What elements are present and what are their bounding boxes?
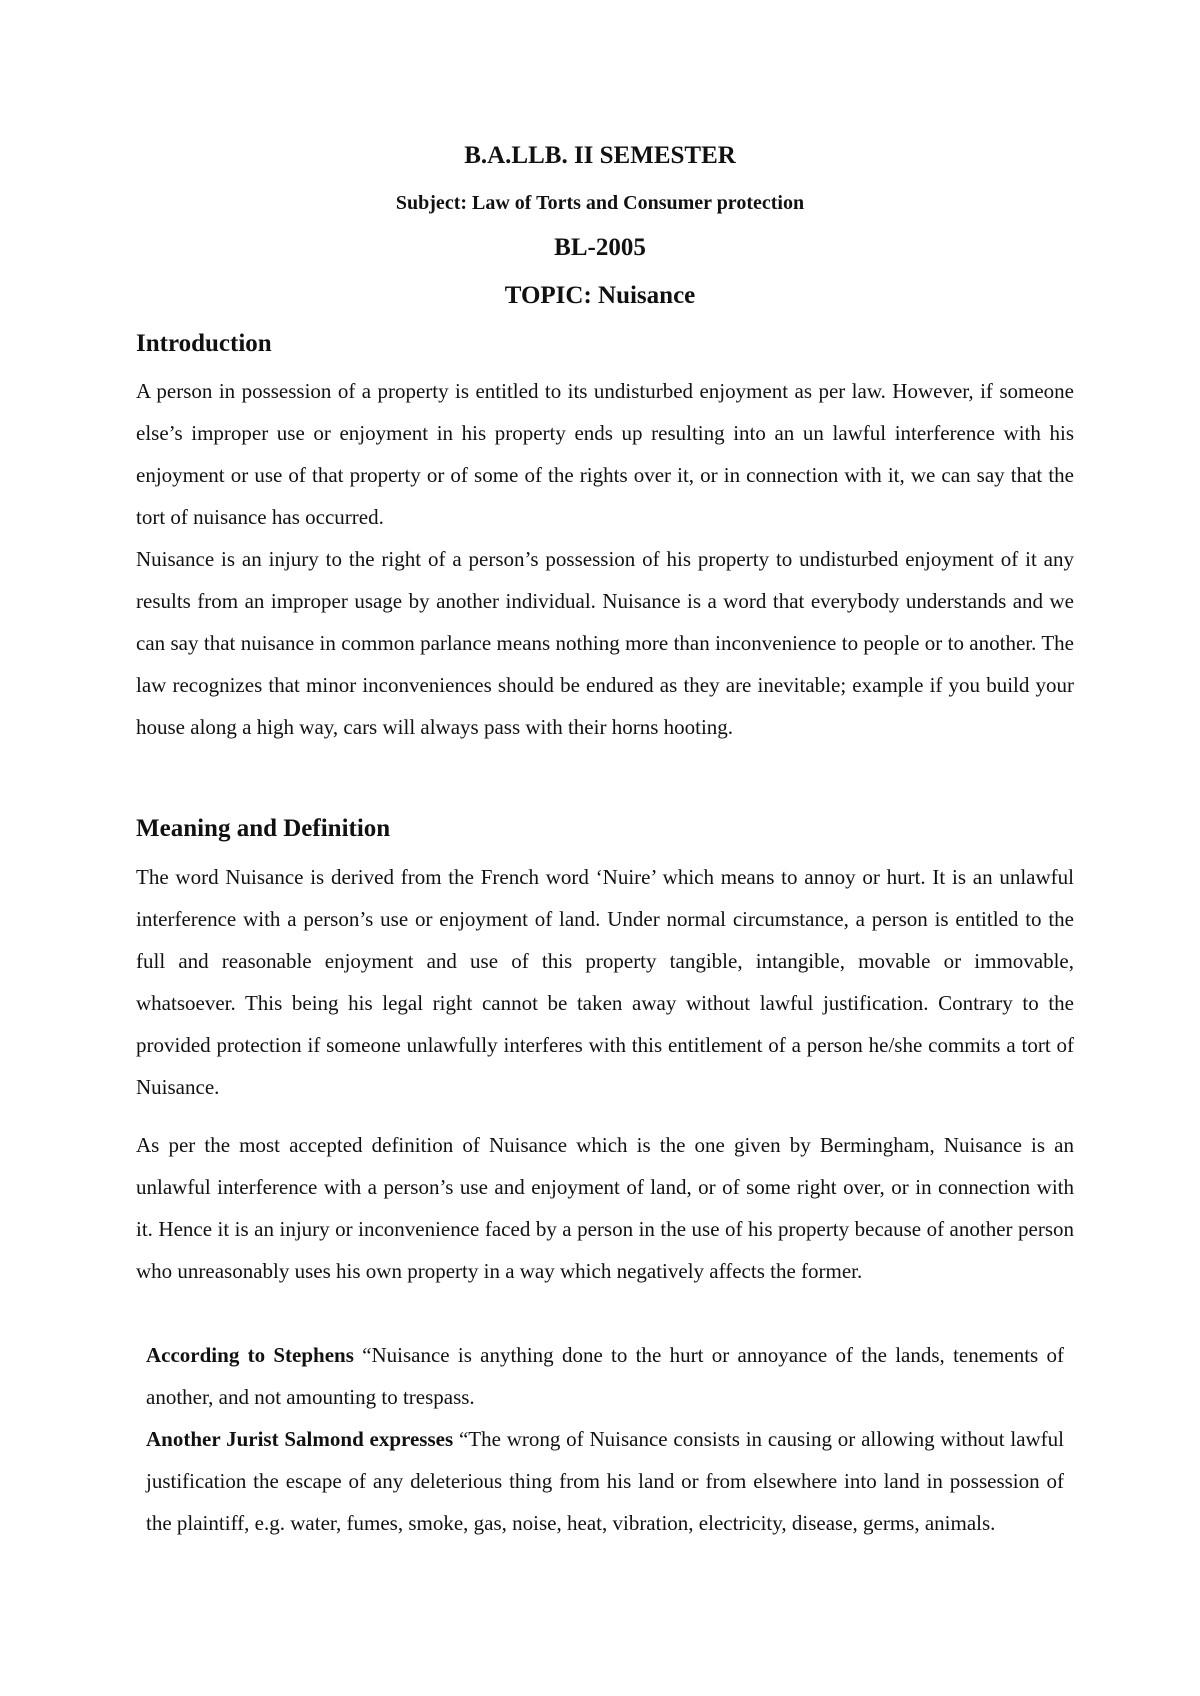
stephens-text: “Nuisance is anything done to the hurt or annoyance of the lands, tenements of another, and not amounting to trespass. bbox=[146, 1343, 1064, 1409]
course-code: BL-2005 bbox=[554, 234, 646, 261]
meaning-paragraph-2: As per the most accepted definition of Nuisance which is the one given by Bermingham, Nuisance is an unlawful interference with a person’s use and enjoyment of land, or of some right over, or in connection with it. Hence it is an injury or inconvenience faced by a person in the use of his property because of another person who unreasonably uses his own property in a way which negatively affects the former. bbox=[136, 1133, 1074, 1283]
topic-line: TOPIC: Nuisance bbox=[504, 282, 696, 309]
introduction-paragraph-2: Nuisance is an injury to the right of a person’s possession of his property to undisturbed enjoyment of it any results from an improper usage by another individual. Nuisance is a word that everybody understands and we can say that nuisance in common parlance means nothing more than inconvenience to people or to another. The law recognizes that minor inconveniences should be endured as they are inevitable; example if you build your house along a high way, cars will always pass with their horns hooting. bbox=[136, 547, 1074, 739]
salmond-definition bbox=[146, 1418, 1064, 1544]
meaning-heading: Meaning and Definition bbox=[136, 815, 391, 842]
document-title: B.A.LLB. II SEMESTER bbox=[464, 142, 736, 169]
salmond-text: “The wrong of Nuisance consists in causing or allowing without lawful justification the escape of any deleterious thing from his land or from elsewhere into land in possession of the plaintiff, e.g. water, fumes, smoke, gas, noise, heat, vibration, electricity, disease, germs, animals. bbox=[146, 1427, 1065, 1535]
subject-line: Subject: Law of Torts and Consumer protection bbox=[395, 192, 805, 214]
meaning-paragraph-1: The word Nuisance is derived from the French word ‘Nuire’ which means to annoy or hurt. It is an unlawful interference with a person’s use or enjoyment of land. Under normal circumstance, a person is entitled to the full and reasonable enjoyment and use of this property tangible, intangible, movable or immovable, whatsoever. This being his legal right cannot be taken away without lawful justification. Contrary to the provided protection if someone unlawfully interferes with this entitlement of a person he/she commits a tort of Nuisance. bbox=[136, 865, 1074, 1099]
stephens-lead: According to Stephens bbox=[146, 1343, 354, 1367]
stephens-definition bbox=[146, 1334, 1064, 1418]
introduction-paragraph-1: A person in possession of a property is entitled to its undisturbed enjoyment as per law. However, if someone else’s improper use or enjoyment in his property ends up resulting into an un lawful interference with his enjoyment or use of that property or of some of the rights over it, or in connection with it, we can say that the tort of nuisance has occurred. bbox=[136, 379, 1074, 529]
introduction-heading: Introduction bbox=[136, 330, 272, 357]
salmond-lead: Another Jurist Salmond expresses bbox=[146, 1427, 454, 1451]
